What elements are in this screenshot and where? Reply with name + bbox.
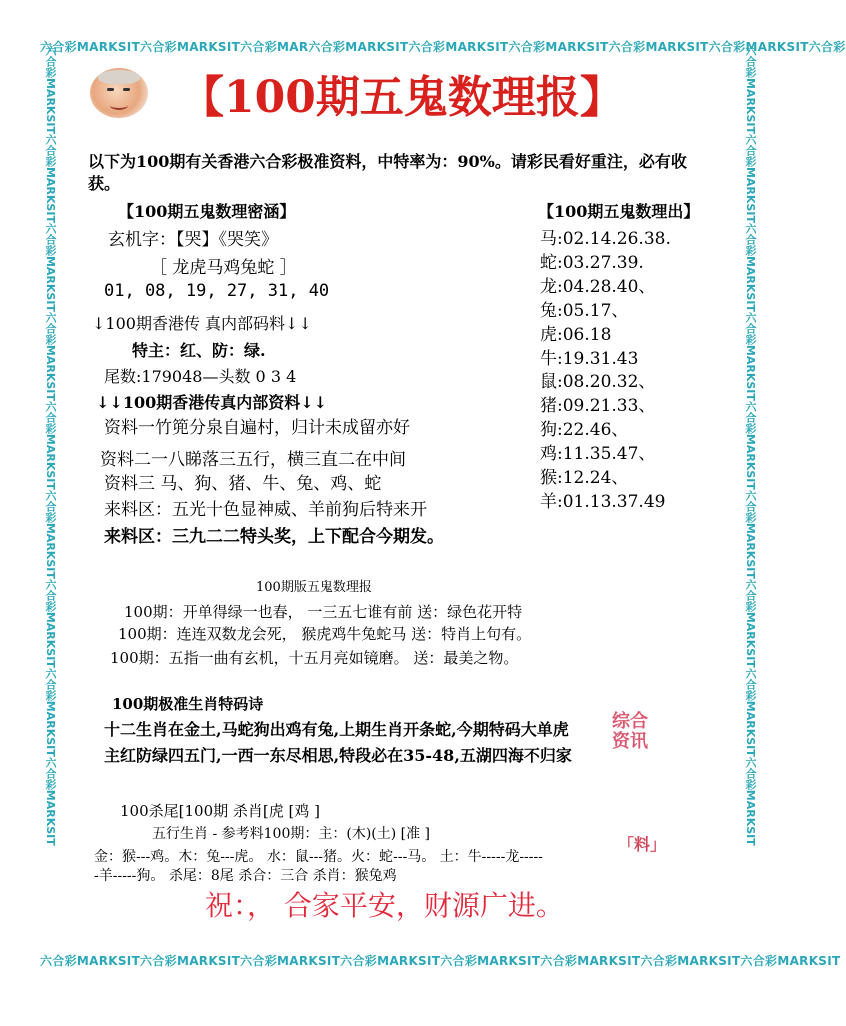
special-line: 特主：红、防：绿. <box>132 341 266 360</box>
poem-line-1: 十二生肖在金土,马蛇狗出鸡有兔,上期生肖开条蛇,今期特码大单虎 <box>104 720 569 739</box>
tail-line: 尾数:179048—头数 0 3 4 <box>104 367 297 386</box>
kill-line-4: -羊-----狗。 杀尾：8尾 杀合：三合 杀肖：猴兔鸡 <box>94 868 397 884</box>
poem-heading: 100期极准生肖特码诗 <box>112 695 264 713</box>
hk-title-1: ↓100期香港传 真内部码料↓↓ <box>92 314 312 333</box>
left-heading: 【100期五鬼数理密涵】 <box>118 202 296 221</box>
zodiac-number-row: 鼠:08.20.32、 <box>540 372 656 393</box>
middle-line-2: 100期：连连双数龙会死， 猴虎鸡牛兔蛇马 送：特肖上句有。 <box>118 625 532 643</box>
poem-line-2: 主红防绿四五门,一西一东尽相思,特段必在35-48,五湖四海不归家 <box>104 746 572 765</box>
watermark-bottom: 六合彩MARKSIT六合彩MARKSIT六合彩MARKSIT六合彩MARKSIT六合彩MARKSIT六合彩MARKSIT六合彩MARKSIT六合彩MARKSIT <box>40 954 841 968</box>
middle-line-3: 100期：五指一曲有玄机，十五月亮如镜磨。 送：最美之物。 <box>110 649 519 667</box>
intro-line-1: 以下为100期有关香港六合彩极准资料，中特率为：90%。请彩民看好重注，必有收 <box>88 152 687 171</box>
watermark-top: 六合彩MARKSIT六合彩MARKSIT六合彩MAR六合彩MARKSIT六合彩MARKSIT六合彩MARKSIT六合彩MARKSIT六合彩MARKSIT六合彩 <box>40 40 846 54</box>
page-title: 【100期五鬼数理报】 <box>180 72 624 123</box>
zodiac-number-row: 牛:19.31.43 <box>540 348 639 369</box>
avatar-right-eye <box>123 88 130 91</box>
middle-line-1: 100期：开单得绿一也春， 一三五七谁有前 送：绿色花开特 <box>124 603 523 621</box>
source-line-2: 来料区：三九二二特头奖，上下配合今期发。 <box>104 527 444 547</box>
stamp-overlay-1: 综合 资讯 <box>612 711 648 752</box>
middle-heading: 100期版五鬼数理报 <box>256 580 372 595</box>
zodiac-number-row: 虎:06.18 <box>540 324 612 345</box>
zodiac-number-row: 蛇:03.27.39. <box>540 252 644 273</box>
data-line-3: 资料三 马、狗、猪、牛、兔、鸡、蛇 <box>104 474 382 494</box>
avatar-mouth <box>110 101 128 110</box>
kill-line-3: 金：猴---鸡。木：兔---虎。 水：鼠---猪。火：蛇---马。 土：牛-----龙----- <box>94 849 543 865</box>
avatar-left-eye <box>107 88 114 91</box>
data-line-2: 资料二一八睇落三五行，横三直二在中间 <box>100 450 406 470</box>
zodiac-number-row: 龙:04.28.40、 <box>540 276 656 297</box>
hk-title-2: ↓↓100期香港传真内部资料↓↓ <box>96 393 328 412</box>
zodiac-number-row: 羊:01.13.37.49 <box>540 491 666 512</box>
riddle-line: 玄机字：【哭】《哭笑》 <box>108 230 278 250</box>
data-line-1: 资料一竹篼分泉自遍村，归计未成留亦好 <box>104 418 410 438</box>
blessing-line: 祝：， 合家平安，财源广进。 <box>205 889 564 922</box>
zodiac-number-row: 狗:22.46、 <box>540 420 629 441</box>
kill-line-2: 五行生肖 - 参考料100期：主：(木)(土) [准 ] <box>152 826 431 842</box>
avatar-hair <box>98 70 140 84</box>
stamp-overlay-2: 「料」 <box>618 835 667 854</box>
watermark-right: 六合彩MARKSIT六合彩MARKSIT六合彩MARKSIT六合彩MARKSIT六合彩MARKSIT六合彩MARKSIT六合彩MARKSIT六合彩MARKSIT六合彩MARKSIT <box>744 45 757 846</box>
watermark-left: 六合彩MARKSIT六合彩MARKSIT六合彩MARKSIT六合彩MARKSIT六合彩MARKSIT六合彩MARKSIT六合彩MARKSIT六合彩MARKSIT六合彩MARKSIT <box>44 45 57 846</box>
avatar <box>90 68 148 118</box>
kill-line-1: 100杀尾[100期 杀肖[虎 [鸡 ] <box>120 802 320 820</box>
zodiac-number-row: 兔:05.17、 <box>540 300 629 321</box>
source-line-1: 来料区：五光十色显神威、羊前狗后特来开 <box>104 500 427 520</box>
zodiac-number-row: 猪:09.21.33、 <box>540 396 656 417</box>
numbers-line: 01, 08, 19, 27, 31, 40 <box>104 281 330 301</box>
zodiac-number-row: 猴:12.24、 <box>540 468 629 488</box>
zodiac-number-row: 鸡:11.35.47、 <box>540 444 656 465</box>
intro-line-2: 获。 <box>88 174 121 193</box>
zodiac-line: ［ 龙虎马鸡兔蛇 ］ <box>150 258 297 278</box>
zodiac-number-row: 马:02.14.26.38. <box>540 229 671 249</box>
right-heading: 【100期五鬼数理出】 <box>538 202 700 221</box>
